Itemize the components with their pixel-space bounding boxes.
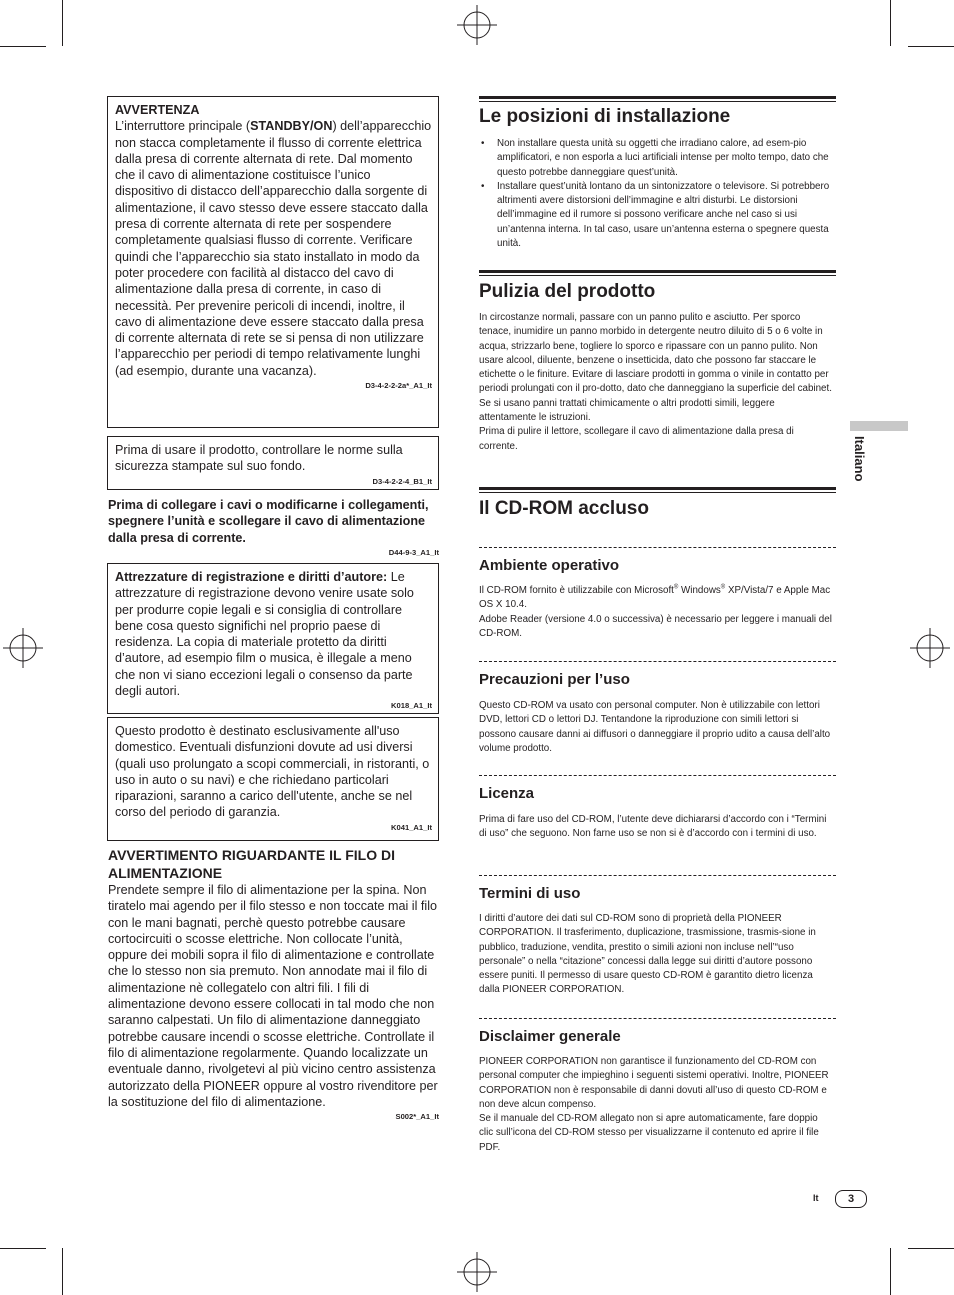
section-rule: [479, 96, 836, 99]
power-cord-code: S002*_A1_It: [395, 1112, 439, 1122]
section-rule: [479, 487, 836, 490]
disclaimer-p1: PIONEER CORPORATION non garantisce il funzionamento del CD-ROM con personal computer che impieghino i seguenti sistemi operativi. Inoltre, PIONEER CORPORATION non è responsabile di danni dovuti all’uso di questo CD-ROM e non deve alcun compenso.: [479, 1056, 829, 1110]
domestic-code: K041_A1_It: [391, 822, 432, 832]
env-text-a: Il CD-ROM fornito è utilizzabile con Microsoft: [479, 585, 674, 596]
disclaimer-text: [479, 1055, 834, 1155]
dashed-divider: [479, 547, 836, 548]
language-tab: [850, 421, 908, 431]
safety-text: Prima di usare il prodotto, controllare le norme sulla sicurezza stampate sul suo fondo.: [115, 443, 403, 474]
copyright-title: Attrezzature di registrazione e diritti d’autore:: [115, 570, 388, 584]
copyright-box: [107, 563, 439, 714]
power-cord-title: AVVERTIMENTO RIGUARDANTE IL FILO DI ALIMENTAZIONE: [108, 847, 396, 881]
section-rule: [479, 101, 836, 102]
registration-mark-right-icon: [910, 628, 950, 668]
dashed-divider: [479, 661, 836, 662]
cdrom-heading: Il CD-ROM accluso: [479, 498, 649, 519]
section-rule: [479, 275, 836, 276]
copyright-code: K018_A1_It: [391, 701, 432, 711]
precautions-heading: Precauzioni per l’uso: [479, 671, 630, 688]
env-heading: Ambiente operativo: [479, 557, 620, 574]
warning-code: D3-4-2-2-2a*_A1_It: [365, 381, 432, 391]
domestic-box: [107, 717, 439, 841]
power-cord-section: [108, 847, 439, 1122]
terms-heading: Termini di uso: [479, 885, 581, 902]
standby-label: STANDBY/ON: [250, 119, 333, 134]
cleaning-p1: In circostanze normali, passare con un panno pulito e asciutto. Per sporco tenace, inumidire un panno morbido in detergente neutro diluito di 5 o 6 volte in acqua, strizzarlo bene, togliere lo sporco e ripassare con un panno pulito. Non usare alcool, diluente, benzene o insetticida, dato che possono far staccare le etichette o le finiture. Evitare di lasciare prodotti in gomma o vinile in contatto per periodi prolungati con il pro-dotto, dato che danneggiano la superficie del cabinet. Se si usano panni trattati chimicamente o altri prodotti simili, leggere attentamente le istruzioni.: [479, 312, 832, 424]
dashed-divider: [479, 875, 836, 876]
terms-text: I diritti d’autore dei dati sul CD-ROM sono di proprietà della PIONEER CORPORATION. Il trasferimento, duplicazione, trasmissione, trasmis-sione in pubblico, traduzione, vendita, prestito o simili azioni non incluse nell’“uso personale” o nella “citazione” concessi dalla legge sui diritti d’autore possono essere puniti. Il permesso di usare questo CD-ROM è garantito dietro licenza dalla PIONEER CORPORATION.: [479, 913, 816, 996]
language-label: Italiano: [852, 436, 867, 482]
env-text-p2: Adobe Reader (versione 4.0 o successiva) è necessario per leggere i manuali del CD-ROM.: [479, 613, 832, 639]
cleaning-text: [479, 311, 834, 454]
safety-code: D3-4-2-2-4_B1_It: [372, 476, 432, 486]
list-item: • Installare quest’unità lontano da un sintonizzatore o televisore. Si potrebbero altrimenti avere distorsioni dell’immagine e altri disturbi. Le distorsioni dell’immagine ed il rumore si possono verificare anche nel caso si usi un’antenna interna. In tal caso, usare un’antenna esterna o spegnere questa unità.: [479, 180, 834, 251]
cables-notice: [108, 497, 439, 558]
page-number: 3: [835, 1190, 867, 1208]
registration-mark-bottom-icon: [457, 1252, 497, 1292]
registered-mark: ®: [673, 584, 679, 591]
license-text: Prima di fare uso del CD-ROM, l’utente deve dichiararsi d’accordo con i “Termini di uso” che seguono. Non farne uso se non si è d’accordo con i termini di uso.: [479, 814, 827, 840]
env-text-b: Windows: [678, 585, 721, 596]
warning-intro: L’interruttore principale (: [115, 119, 251, 134]
precautions-text: Questo CD-ROM va usato con personal computer. Non è utilizzabile con lettori DVD, lettori CD o lettori DJ. Tentandone la riproduzione con simili lettori si possono causare danni ai diffusori o danneggiare il proprio udito a causa dell’alto volume prodotto.: [479, 700, 831, 754]
section-rule: [479, 492, 836, 493]
installation-list: [479, 137, 834, 251]
dashed-divider: [479, 1018, 836, 1019]
disclaimer-p2: Se il manuale del CD-ROM allegato non si apre automaticamente, fare doppio clic sull’icona del CD-ROM stesso per visualizzarne il contenuto ed aprire il file PDF.: [479, 1113, 819, 1153]
disclaimer-heading: Disclaimer generale: [479, 1028, 621, 1045]
license-heading: Licenza: [479, 785, 535, 802]
copyright-text: Le attrezzature di registrazione devono venire usate solo per produrre copie legali e si consiglia di controllare bene cosa questo significhi nel proprio paese di residenza. La copia di materiale protetto da diritti d’autore, ad esempio film o musica, è illegale a meno che non vi siano eccezioni legali o consenso da parte degli autori.: [115, 570, 414, 699]
cables-code: D44-9-3_A1_It: [388, 547, 439, 557]
dashed-divider: [479, 775, 836, 776]
env-text: [479, 584, 834, 641]
cleaning-p2: Prima di pulire il lettore, scollegare il cavo di alimentazione dalla presa di corrente.: [479, 426, 794, 452]
cleaning-heading: Pulizia del prodotto: [479, 281, 656, 302]
warning-body: ) dell’apparecchio non stacca completamente il flusso di corrente elettrica dalla presa di corrente alternata di rete. Dal momento che il cavo di alimentazione costituisce l’unico dispositivo di distacco dell’apparecchio dalla sorgente di alimentazione, il cavo stesso deve essere staccato dalla presa di corrente alternata di rete per sospendere completamente qualsiasi flusso di corrente. Verificare quindi che l’apparecchio sia stato installato in modo da poter procedere con facilità al distacco del cavo di alimentazione dalla presa di corrente, in caso di necessità. Per prevenire pericoli di incendi, inoltre, il cavo di alimentazione deve essere staccato dalla presa di corrente alternata di rete se si pensa di non utilizzare l’apparecchio per periodi di tempo relativamente lunghi (ad esempio, durante una vacanza).: [115, 119, 432, 378]
power-cord-text: Prendete sempre il filo di alimentazione per la spina. Non tiratelo mai agendo per il filo stesso e non toccate mai il filo con le mani bagnati, perchè questo potrebbe causare cortocircuiti o scosse elettriche. Non collocate l’unità, oppure dei mobili sopra il filo di alimentazione e controllate che lo stesso non sia premuto. Non annodate mai il filo di alimentazione nè collegatelo con altri fili. I fili di alimentazione devono essere collocati in tal modo che non saranno calpestati. Un filo di alimentazione danneggiato potrebbe causare incendi o scosse elettriche. Controllate il filo di alimentazione regolarmente. Quando localizzate un eventuale danno, rivolgetevi al più vicino centro assistenza autorizzato della PIONEER oppure al vostro rivenditore per la sostituzione del filo di alimentazione.: [108, 883, 438, 1109]
env-text-c: XP/Vista/7 e Apple Mac OS X 10.4.: [479, 585, 831, 611]
page-language: It: [813, 1193, 819, 1203]
registered-mark: ®: [720, 584, 726, 591]
cables-text: Prima di collegare i cavi o modificarne i collegamenti, spegnere l’unità e scollegare il cavo di alimentazione dalla presa di corrente.: [108, 498, 429, 545]
warning-title: AVVERTENZA: [115, 103, 200, 117]
registration-mark-left-icon: [3, 628, 43, 668]
warning-box: [107, 96, 439, 428]
safety-box: [107, 436, 439, 490]
list-item: • Non installare questa unità su oggetti che irradiano calore, ad esem-pio amplificatori, e non esporla a luci artificiali intense per molto tempo, dato che questo potrebbe danneggiare quest’unità.: [479, 137, 834, 180]
domestic-text: Questo prodotto è destinato esclusivamente all'uso domestico. Eventuali disfunzioni dovute ad usi diversi (quali uso prolungato a scopi commerciali, in ristoranti, o uso in auto o su navi) e che richiedano particolari riparazioni, saranno a carico dell'utente, anche se nel corso del periodo di garanzia.: [115, 724, 430, 820]
installation-heading: Le posizioni di installazione: [479, 106, 731, 127]
section-rule: [479, 270, 836, 273]
registration-mark-top-icon: [457, 5, 497, 45]
